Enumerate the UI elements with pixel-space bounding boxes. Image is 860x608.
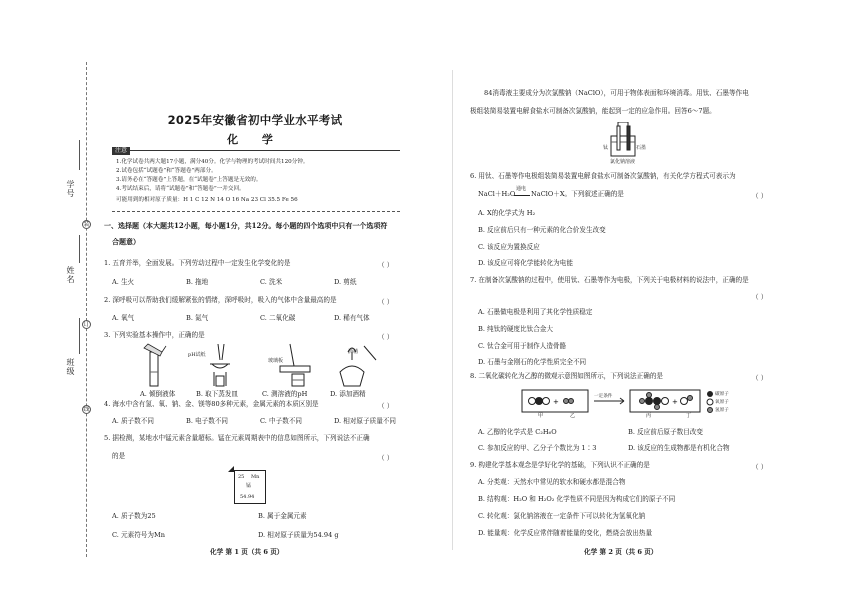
apparatus-label-graphite: 石墨: [636, 145, 647, 151]
section-title: 一、选择题（本大题共12小题，每小题1分，共12分。每小题的四个选项中只有一个选项符: [104, 221, 388, 230]
class-label: 班级: [66, 358, 75, 376]
q7-option-c: C. 钛合金可用于制作人造骨骼: [478, 342, 567, 350]
q1-answer-paren: （ ）: [378, 261, 394, 269]
q6-stem: 6. 用钛、石墨等作电极组装简易装置电解食盐水可制备次氯酸钠，有关化学方程式可表示为: [470, 172, 736, 180]
q6-option-d: D. 该反应可将化学能转化为电能: [478, 259, 573, 267]
q4-option-a: A. 质子数不同: [112, 417, 154, 425]
q2-option-a: A. 氧气: [112, 314, 135, 322]
ph-test-figure: [280, 344, 310, 386]
q1-option-b: B. 拖地: [186, 278, 209, 286]
electrolysis-apparatus: [596, 122, 646, 158]
cell-corner-mark: [228, 466, 234, 472]
co2-molecule: [529, 397, 550, 405]
q8-option-c: C. 参加反应的甲、乙分子个数比为 1∶3: [478, 444, 597, 452]
q3-stem: 3. 下列实验基本操作中，正确的是: [104, 331, 205, 339]
q2-answer-paren: （ ）: [378, 298, 394, 306]
q5-option-c: C. 元素符号为Mn: [112, 531, 165, 539]
q9-answer-paren: （ ）: [752, 463, 768, 471]
class-line: [79, 318, 80, 354]
binding-line: [86, 62, 87, 557]
q7-option-a: A. 石墨做电极是利用了其化学性质稳定: [478, 308, 593, 316]
binding-hole-3: 线: [83, 406, 90, 413]
q8-label-b: 乙: [570, 413, 576, 419]
notice-divider: [112, 211, 400, 212]
q5-option-b: B. 属于金属元素: [258, 512, 307, 520]
q3-ph-label: pH试纸: [188, 352, 206, 358]
q8-label-c: 丙: [646, 413, 652, 419]
water-molecule: [681, 396, 693, 405]
q8-label-d: 丁: [686, 413, 692, 419]
q9-option-d: D. 能量观：化学反应常伴随着能量的变化，燃烧会放出热量: [478, 529, 653, 537]
apparatus-label-ti: 钛: [603, 145, 609, 151]
q1-option-a: A. 生火: [112, 278, 135, 286]
q8-answer-paren: （ ）: [752, 374, 768, 382]
student-id-line: [79, 140, 80, 170]
q3-option-a: A. 倾倒液体: [140, 390, 176, 398]
q5-option-a: A. 质子数为25: [112, 512, 156, 520]
q8-label-a: 甲: [538, 413, 544, 419]
q6-eq-condition: 通电: [516, 186, 527, 192]
svg-text:+: +: [672, 398, 678, 406]
q3-answer-paren: （ ）: [378, 333, 394, 341]
q6-eq-left: NaCl＋H₂O: [478, 190, 516, 198]
q5-stem-cont: 的是: [112, 452, 126, 460]
q1-option-d: D. 剪纸: [334, 278, 357, 286]
pouring-liquid-figure: [144, 344, 166, 386]
intro-line-1: 84消毒液主要成分为次氯酸钠（NaClO），可用于物体表面和环境消毒。用钛、石墨等作电: [484, 89, 749, 97]
notice-line-1: 1.化学试卷共两大题17小题，满分40分。化学与物理的考试时间共120分钟。: [116, 159, 309, 165]
q8-stem: 8. 二氧化碳转化为乙醇的微观示意图如图所示，下列说法正确的是: [470, 372, 664, 380]
q5-answer-paren: （ ）: [378, 454, 394, 462]
q4-answer-paren: （ ）: [378, 402, 394, 410]
q5-stem: 5. 据检测，某地水中锰元素含量超标。锰在元素周期表中的信息如图所示，下列说法不正确: [104, 434, 370, 442]
q8-legend-h: 氢原子: [715, 408, 729, 413]
q6-option-a: A. X的化学式为 H₂: [478, 209, 536, 217]
q9-option-b: B. 结构观：H₂O 和 H₂O₂ 化学性质不同是因为构成它们的原子不同: [478, 495, 676, 503]
svg-text:+: +: [553, 398, 559, 406]
h2-molecule: [564, 399, 574, 404]
q3-lamp-label: 酒精: [348, 349, 359, 355]
q4-option-b: B. 电子数不同: [186, 417, 229, 425]
q8-reaction-condition: 一定条件: [594, 394, 613, 399]
atomic-number: 25: [238, 474, 245, 480]
atom-legend: [707, 391, 713, 413]
evaporating-dish-figure: [210, 344, 230, 386]
q8-legend-c: 碳原子: [715, 392, 729, 397]
student-id-label: 学号: [66, 180, 75, 198]
q6-eq-arrow: [514, 195, 530, 196]
molecular-diagram: [520, 386, 770, 422]
q8-legend-o: 氧原子: [715, 400, 729, 405]
q7-stem: 7. 在制备次氯酸钠的过程中，使用钛、石墨等作为电极，下列关于电极材料的说法中，正确的是: [470, 276, 749, 284]
q5-option-d: D. 相对原子质量为54.94 g: [258, 531, 339, 539]
notice-line-2: 2.试卷包括“试题卷”和“答题卷”两部分。: [116, 168, 217, 174]
element-name: 锰: [246, 483, 252, 489]
footer-page-1: 化学 第 1 页（共 6 页）: [210, 548, 284, 556]
q7-option-d: D. 石墨与金刚石的化学性质完全不同: [478, 358, 587, 366]
q1-stem: 1. 五育并举，全面发展。下列劳动过程中一定发生化学变化的是: [104, 259, 291, 267]
page-divider: [452, 70, 453, 550]
q6-option-b: B. 反应前后只有一种元素的化合价发生改变: [478, 226, 606, 234]
q9-stem: 9. 构建化学基本观念是学好化学的基础，下列认识不正确的是: [470, 461, 650, 469]
footer-page-2: 化学 第 2 页（共 6 页）: [584, 548, 658, 556]
name-label: 姓名: [66, 266, 75, 284]
q4-stem: 4. 海水中含有氢、氧、钠、金、镁等80多种元素，金属元素的本质区别是: [104, 400, 319, 408]
q3-option-b: B. 取下蒸发皿: [196, 390, 239, 398]
q2-stem: 2. 深呼吸可以帮助我们缓解紧张的情绪，深呼吸时，吸入的气体中含量最高的是: [104, 296, 337, 304]
notice-line-4: 4.考试结束后，请将“试题卷”和“答题卷”一并交回。: [116, 186, 245, 192]
q8-option-a: A. 乙醇的化学式是 C₂H₆O: [478, 428, 557, 436]
atomic-mass-line: 可能用到的相对原子质量：H 1 C 12 N 14 O 16 Na 23 Cl 35.5 Fe 56: [116, 197, 298, 203]
name-line: [79, 235, 80, 263]
q6-option-c: C. 该反应为置换反应: [478, 243, 540, 251]
apparatus-caption: 氯化钠溶液: [610, 159, 636, 165]
q2-option-d: D. 稀有气体: [334, 314, 370, 322]
q6-answer-paren: （ ）: [752, 192, 768, 200]
q9-option-c: C. 转化观：氯化钠溶液在一定条件下可以转化为氢氧化钠: [478, 512, 646, 520]
q4-option-d: D. 相对原子质量不同: [334, 417, 396, 425]
q8-option-d: D. 该反应的生成物都是有机化合物: [628, 444, 730, 452]
q4-option-c: C. 中子数不同: [260, 417, 302, 425]
q2-option-b: B. 氮气: [186, 314, 209, 322]
element-symbol: Mn: [251, 474, 260, 480]
atomic-mass: 54.94: [240, 494, 255, 500]
q8-option-b: B. 反应前后原子数目改变: [628, 428, 703, 436]
q7-option-b: B. 纯钛的硬度比钛合金大: [478, 325, 553, 333]
q3-option-c: C. 测溶液的pH: [262, 390, 308, 398]
q7-answer-paren: （ ）: [752, 293, 768, 301]
exam-title: 2025年安徽省初中学业水平考试: [167, 113, 343, 127]
notice-line-3: 3.请务必在“答题卷”上答题，在“试题卷”上答题是无效的。: [116, 177, 262, 183]
notice-box: [112, 147, 400, 212]
q9-option-a: A. 分类观：天然水中常见的软水和硬水都是混合物: [478, 478, 626, 486]
subject-title: 化 学: [227, 133, 283, 146]
q6-eq-right: NaClO＋X。下列叙述正确的是: [531, 190, 624, 198]
q3-paper-label: 玻璃板: [268, 358, 284, 364]
q3-option-d: D. 添加酒精: [330, 390, 366, 398]
notice-tag: 注意: [112, 147, 130, 155]
ethanol-molecule: [640, 393, 669, 410]
binding-margin: [40, 60, 90, 560]
binding-hole-1: 装: [83, 221, 90, 228]
q1-option-c: C. 洗米: [260, 278, 283, 286]
periodic-table-cell: [234, 470, 266, 504]
q2-option-c: C. 二氧化碳: [260, 314, 296, 322]
intro-line-2: 极组装简易装置电解食盐水可制备次氯酸钠，能起到一定的应急作用。回答6～7题。: [470, 107, 716, 115]
section-title-cont: 合题意）: [112, 237, 140, 246]
binding-hole-2: 订: [83, 321, 90, 328]
